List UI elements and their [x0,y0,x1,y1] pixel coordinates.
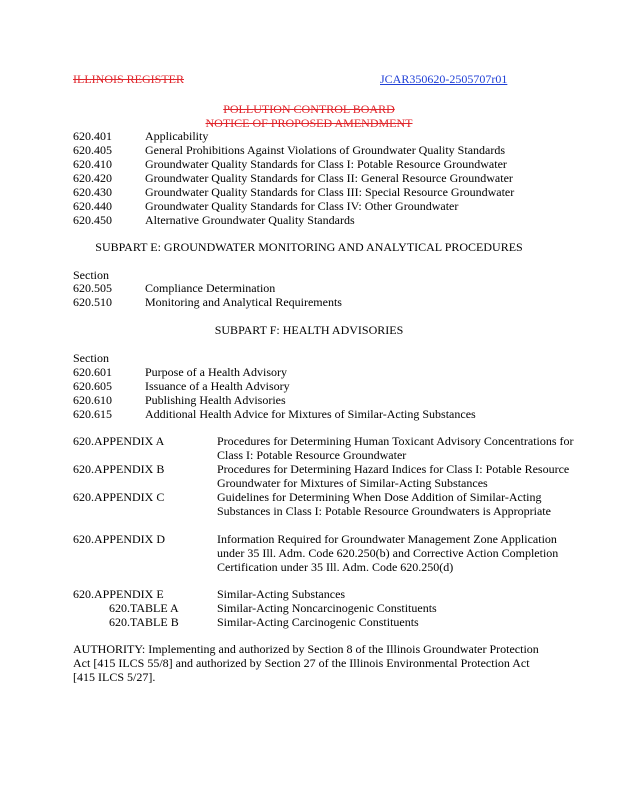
section-number: 620.510 [73,295,112,309]
section-number: 620.405 [73,143,112,157]
section-number: 620.601 [73,365,112,379]
section-title: Publishing Health Advisories [145,393,286,407]
appendix-title: Procedures for Determining Hazard Indices for Class I: Potable Resource Groundwater for Mixtures of Similar-Acting Substances [217,462,570,490]
section-title: Applicability [145,129,209,143]
section-title: Additional Health Advice for Mixtures of Similar-Acting Substances [145,407,476,421]
section-label: Section [73,351,109,365]
section-number: 620.615 [73,407,112,421]
section-number: 620.401 [73,129,112,143]
section-title: General Prohibitions Against Violations of Groundwater Quality Standards [145,143,506,157]
appendix-label: 620.APPENDIX E [73,587,164,601]
section-label: Section [73,268,109,282]
section-number: 620.430 [73,185,112,199]
section-title: Alternative Groundwater Quality Standards [145,213,355,227]
section-row [73,185,514,199]
appendix-title: Guidelines for Determining When Dose Addition of Similar-Acting Substances in Class I: Potable Resource Groundwaters is Appropriate [217,490,551,518]
section-title: Groundwater Quality Standards for Class IV: Other Groundwater [145,199,459,213]
section-row [73,295,342,309]
section-row [73,157,507,171]
jcar-code-link[interactable]: JCAR350620-2505707r01 [380,72,508,86]
section-row [73,281,275,295]
section-number: 620.605 [73,379,112,393]
section-title: Groundwater Quality Standards for Class III: Special Resource Groundwater [145,185,515,199]
section-row [73,365,287,379]
section-title: Groundwater Quality Standards for Class I: Potable Resource Groundwater [145,157,507,171]
section-title: Groundwater Quality Standards for Class II: General Resource Groundwater [145,171,513,185]
section-row [73,407,476,421]
board-title: POLLUTION CONTROL BOARD [223,102,395,116]
register-header: ILLINOIS REGISTER [73,72,184,86]
section-row [73,171,513,185]
table-label: 620.TABLE A [109,601,179,615]
section-number: 620.410 [73,157,112,171]
section-title: Purpose of a Health Advisory [145,365,287,379]
table-title: Similar-Acting Carcinogenic Constituents [217,615,419,629]
section-number: 620.610 [73,393,112,407]
section-number: 620.420 [73,171,112,185]
section-row [73,143,505,157]
table-label: 620.TABLE B [109,615,179,629]
notice-title: NOTICE OF PROPOSED AMENDMENT [205,116,413,130]
subpart-f-heading: SUBPART F: HEALTH ADVISORIES [214,323,404,337]
subpart-e-heading: SUBPART E: GROUNDWATER MONITORING AND ANALYTICAL PROCEDURES [95,240,523,254]
section-row [73,129,208,143]
appendix-title: Procedures for Determining Human Toxicant Advisory Concentrations for Class I: Potable Resource Groundwater [217,434,574,462]
appendix-label: 620.APPENDIX A [73,434,165,448]
section-row [73,393,286,407]
section-number: 620.440 [73,199,112,213]
appendix-label: 620.APPENDIX B [73,462,165,476]
section-row [73,379,290,393]
appendix-label: 620.APPENDIX C [73,490,165,504]
section-number: 620.450 [73,213,112,227]
appendix-title: Similar-Acting Substances [217,587,346,601]
section-title: Monitoring and Analytical Requirements [145,295,342,309]
appendix-label: 620.APPENDIX D [73,532,166,546]
section-title: Compliance Determination [145,281,276,295]
section-number: 620.505 [73,281,112,295]
section-row [73,213,355,227]
authority-note: AUTHORITY: Implementing and authorized by Section 8 of the Illinois Groundwater Protection Act [415 ILCS 55/8] and authorized by Section 27 of the Illinois Environmental Protection Act [415 ILCS 5/27]. [73,642,539,684]
appendix-title: Information Required for Groundwater Management Zone Application under 35 Ill. Adm. Code 620.250(b) and Corrective Action Completion Certification under 35 Ill. Adm. Code 620.250(d) [217,532,559,574]
table-title: Similar-Acting Noncarcinogenic Constituents [217,601,437,615]
section-title: Issuance of a Health Advisory [145,379,290,393]
section-row [73,199,458,213]
